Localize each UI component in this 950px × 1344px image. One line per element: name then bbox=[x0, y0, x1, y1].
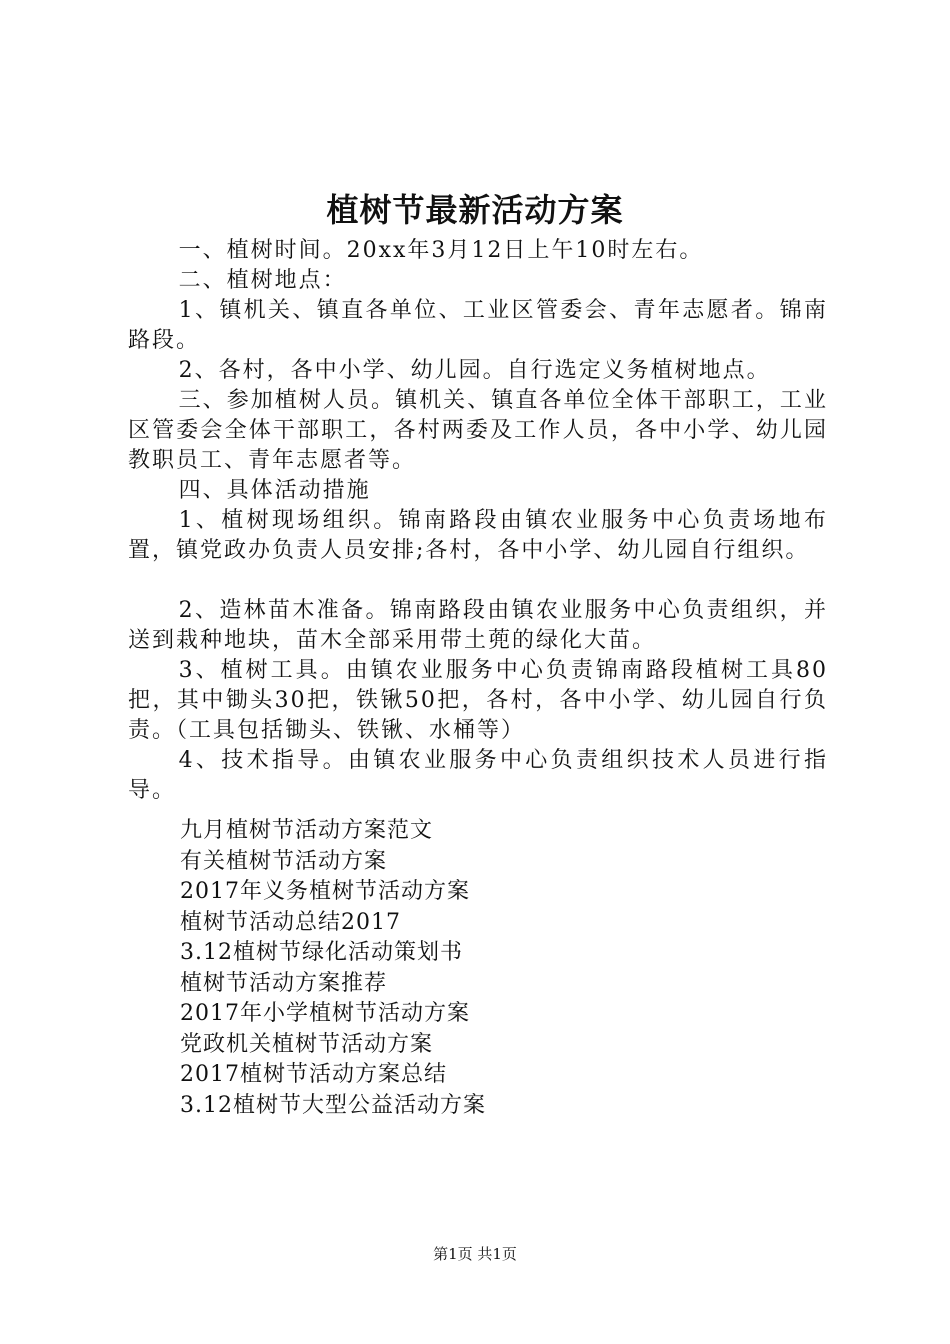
paragraph-location-item-2: 2、各村，各中小学、幼儿园。自行选定义务植树地点。 bbox=[178, 358, 771, 383]
related-link[interactable]: 2017植树节活动方案总结 bbox=[180, 1062, 447, 1087]
paragraph-planting-location: 二、植树地点： bbox=[178, 268, 347, 293]
related-link[interactable]: 九月植树节活动方案范文 bbox=[180, 818, 434, 843]
paragraph-measure-2: 2、造林苗木准备。锦南路段由镇农业服务中心负责组织，并送到栽种地块，苗木全部采用带土蔸的绿化大苗。 bbox=[128, 598, 828, 653]
related-link[interactable]: 2017年小学植树节活动方案 bbox=[180, 1001, 470, 1026]
paragraph-planting-time: 一、植树时间。20xx年3月12日上午10时左右。 bbox=[178, 238, 704, 263]
paragraph-measure-3: 3、植树工具。由镇农业服务中心负责锦南路段植树工具80把，其中锄头30把，铁锹50把，各村，各中小学、幼儿园自行负责。（工具包括锄头、铁锹、水桶等） bbox=[128, 658, 828, 743]
paragraph-participants: 三、参加植树人员。镇机关、镇直各单位全体干部职工，工业区管委会全体干部职工，各村两委及工作人员，各中小学、幼儿园教职员工、青年志愿者等。 bbox=[128, 388, 828, 473]
related-link[interactable]: 3.12植树节绿化活动策划书 bbox=[180, 940, 463, 965]
document-title: 植树节最新活动方案 bbox=[326, 191, 624, 229]
document-body bbox=[128, 236, 828, 806]
related-link[interactable]: 2017年义务植树节活动方案 bbox=[180, 879, 470, 904]
related-link[interactable]: 植树节活动总结2017 bbox=[180, 909, 401, 935]
related-link[interactable]: 党政机关植树节活动方案 bbox=[180, 1031, 434, 1057]
paragraph-measure-4: 4、技术指导。由镇农业服务中心负责组织技术人员进行指导。 bbox=[128, 748, 828, 803]
page-footer: 第1页 共1页 bbox=[433, 1245, 517, 1263]
paragraph-measures-heading: 四、具体活动措施 bbox=[178, 478, 371, 503]
related-link[interactable]: 植树节活动方案推荐 bbox=[180, 970, 388, 996]
related-link[interactable]: 3.12植树节大型公益活动方案 bbox=[180, 1092, 486, 1118]
related-link[interactable]: 有关植树节活动方案 bbox=[180, 848, 388, 874]
paragraph-measure-1: 1、植树现场组织。锦南路段由镇农业服务中心负责场地布置，镇党政办负责人员安排;各村，各中小学、幼儿园自行组织。 bbox=[128, 508, 828, 563]
paragraph-location-item-1: 1、镇机关、镇直各单位、工业区管委会、青年志愿者。锦南路段。 bbox=[128, 298, 828, 353]
related-links-list bbox=[180, 816, 780, 1121]
